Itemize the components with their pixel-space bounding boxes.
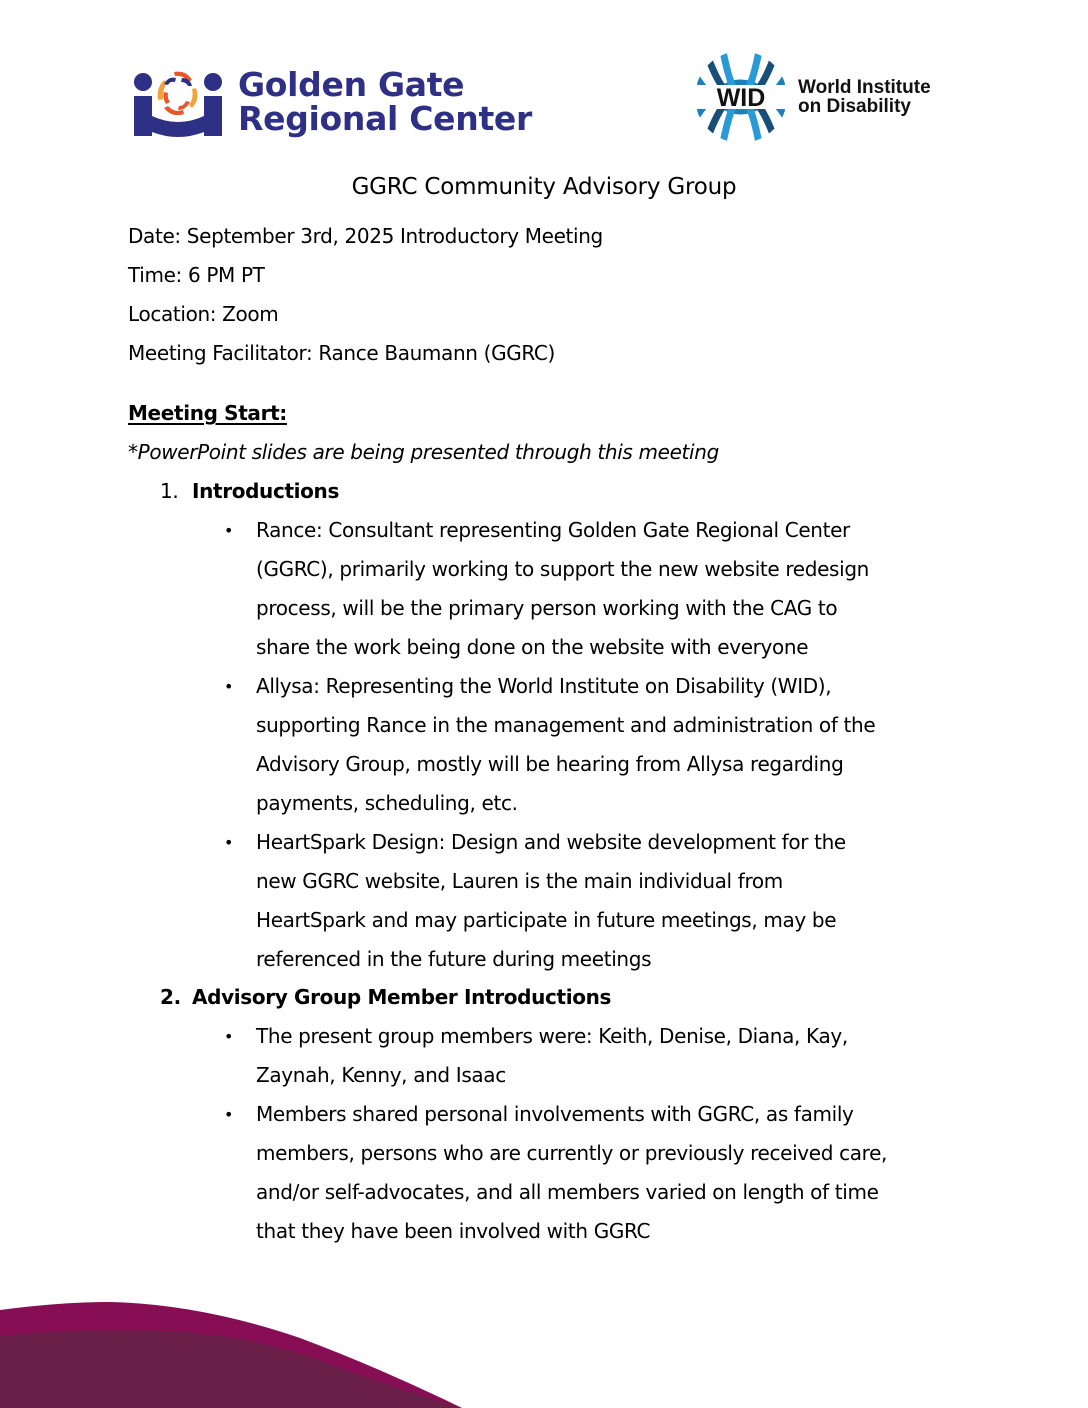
ggrc-logo-wordmark xyxy=(238,65,532,138)
agenda-item-title: Advisory Group Member Introductions xyxy=(192,985,612,1009)
bullet-line: HeartSpark Design: Design and website development for the xyxy=(256,830,846,854)
ggrc-logo-line1: Golden Gate xyxy=(238,65,465,104)
meeting-date: Date: September 3rd, 2025 Introductory Meeting xyxy=(128,224,603,248)
bullet-icon: • xyxy=(224,521,234,540)
ggrc-logo xyxy=(132,66,532,138)
ggrc-logo-line2: Regional Center xyxy=(238,99,532,138)
wid-logo xyxy=(694,48,931,146)
bullet-line: that they have been involved with GGRC xyxy=(256,1219,651,1243)
footer-wave-front xyxy=(0,1330,462,1408)
bullet-line: HeartSpark and may participate in future meetings, may be xyxy=(256,908,837,932)
bullet-line: Members shared personal involvements with GGRC, as family xyxy=(256,1102,854,1126)
bullet-icon: • xyxy=(224,1027,234,1046)
wid-logo-mark: WID xyxy=(716,84,766,112)
bullet-line: Advisory Group, mostly will be hearing from Allysa regarding xyxy=(256,752,844,776)
section-heading: Meeting Start: xyxy=(128,401,287,425)
meeting-location: Location: Zoom xyxy=(128,302,279,326)
agenda-item-number: 1. xyxy=(160,479,179,503)
wid-logo-wordmark xyxy=(798,78,931,116)
wid-logo-line2: on Disability xyxy=(798,96,911,117)
bullet-line: Zaynah, Kenny, and Isaac xyxy=(256,1063,506,1087)
bullet-line: The present group members were: Keith, Denise, Diana, Kay, xyxy=(256,1024,848,1048)
ggrc-pinwheel-logo-icon xyxy=(132,66,224,138)
document-title: GGRC Community Advisory Group xyxy=(351,174,737,200)
agenda-item-1 xyxy=(160,477,339,505)
bullet-line: process, will be the primary person working with the CAG to xyxy=(256,596,838,620)
bullet-line: Allysa: Representing the World Institute on Disability (WID), xyxy=(256,674,832,698)
bullet-icon: • xyxy=(224,833,234,852)
agenda-item-title: Introductions xyxy=(192,479,340,503)
bullet-line: new GGRC website, Lauren is the main individual from xyxy=(256,869,783,893)
bullet-line: Rance: Consultant representing Golden Gate Regional Center xyxy=(256,518,850,542)
wid-logo-line1: World Institute xyxy=(798,77,931,98)
bullet-line: payments, scheduling, etc. xyxy=(256,791,518,815)
bullet-line: supporting Rance in the management and administration of the xyxy=(256,713,876,737)
bullet-line: share the work being done on the website with everyone xyxy=(256,635,809,659)
meeting-facilitator: Meeting Facilitator: Rance Baumann (GGRC) xyxy=(128,341,555,365)
bullet-line: members, persons who are currently or previously received care, xyxy=(256,1141,888,1165)
bullet-icon: • xyxy=(224,677,234,696)
bullet-icon: • xyxy=(224,1105,234,1124)
wid-globe-logo-icon xyxy=(694,48,788,146)
agenda-item-number: 2. xyxy=(160,985,181,1009)
presentation-note: *PowerPoint slides are being presented through this meeting xyxy=(128,440,719,464)
footer-wave-decoration xyxy=(0,1298,1088,1408)
bullet-line: and/or self-advocates, and all members varied on length of time xyxy=(256,1180,879,1204)
agenda-item-2 xyxy=(160,983,611,1011)
meeting-time: Time: 6 PM PT xyxy=(128,263,265,287)
bullet-line: referenced in the future during meetings xyxy=(256,947,652,971)
bullet-line: (GGRC), primarily working to support the new website redesign xyxy=(256,557,869,581)
